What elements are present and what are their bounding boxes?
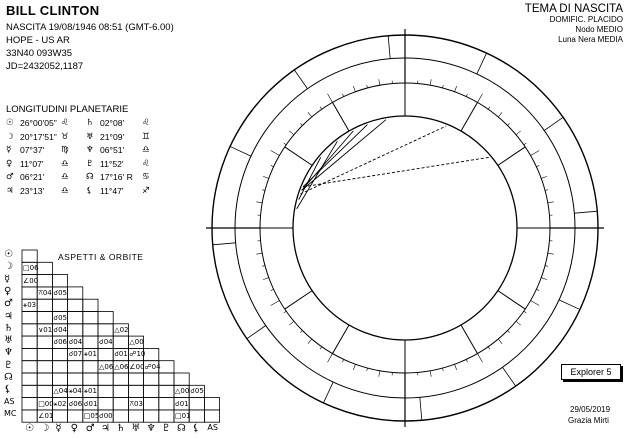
aspect-cell-value: ☌06 — [68, 399, 83, 408]
degree-tick — [353, 86, 355, 92]
degree-tick — [308, 339, 312, 344]
sign-glyph: ♍ — [61, 145, 69, 155]
planet-glyph: ♇ — [86, 158, 94, 169]
sign-divider — [294, 70, 307, 89]
house-cusp — [461, 102, 478, 131]
planet-glyph: ☿ — [6, 145, 12, 155]
aspect-row-label: ♆ — [4, 347, 13, 359]
aspect-cell-value: ⚹01 — [83, 387, 97, 396]
aspect-row-label: ♅ — [4, 335, 13, 347]
degree-tick — [541, 176, 547, 178]
planet-longitude: 06°21' — [20, 172, 45, 182]
degree-tick — [443, 85, 444, 88]
house-system-label: DOMIFIC. PLACIDO — [549, 15, 623, 24]
degree-tick — [289, 321, 294, 325]
degree-tick — [536, 165, 539, 166]
aspect-col-label: ♀ — [70, 423, 78, 435]
aspect-cell-value: □01 — [175, 411, 191, 420]
degree-tick — [541, 278, 547, 280]
aspect-cell-value: ☌05 — [190, 387, 204, 396]
degree-tick — [256, 202, 262, 203]
aspect-cell-value: □05 — [83, 411, 100, 420]
degree-tick — [548, 253, 554, 254]
aspects-heading: ASPETTI & ORBITE — [58, 252, 144, 262]
aspect-col-label: ♄ — [116, 423, 126, 435]
degree-tick — [328, 94, 333, 103]
aspect-cell-value: ⚻04 — [38, 288, 52, 297]
aspect-cell-value: △06 — [114, 362, 129, 371]
degree-tick — [379, 79, 380, 85]
degree-tick — [263, 176, 269, 178]
aspect-col-label: ♃ — [101, 423, 110, 435]
aspect-col-label: ♆ — [146, 423, 156, 435]
planet-longitude: 11°52' — [100, 158, 124, 169]
birth-info-line: NASCITA 19/08/1946 08:51 (GMT-6.00) — [6, 22, 174, 33]
aspect-cell-value: ☍04 — [144, 362, 161, 371]
degree-tick — [300, 123, 302, 125]
house-cusp — [461, 325, 478, 354]
degree-tick — [271, 289, 274, 290]
sign-glyph: ♎ — [61, 185, 69, 196]
degree-tick — [498, 112, 502, 117]
sign-divider — [420, 397, 422, 420]
aspect-col-label: ⚸ — [192, 423, 200, 435]
degree-tick — [308, 112, 312, 117]
degree-tick — [524, 311, 526, 313]
aspect-cell-value: ⚹04 — [68, 387, 82, 396]
sign-divider — [213, 243, 236, 245]
aspect-cell-value: ☌04 — [53, 325, 67, 334]
degree-tick — [531, 151, 540, 156]
sign-divider — [388, 36, 390, 59]
house-cusp — [333, 325, 350, 354]
degree-tick — [478, 94, 483, 103]
planet-glyph: ♀ — [6, 158, 13, 169]
aspect-col-label: ☽ — [40, 423, 50, 435]
aspect-cell-value: ☌01 — [175, 399, 189, 408]
aspect-row-label: MC — [4, 408, 17, 418]
planet-longitude: 26°00'05" — [20, 118, 57, 128]
degree-tick — [430, 371, 431, 377]
degree-tick — [488, 107, 490, 109]
planet-glyph: ☊ — [86, 172, 94, 182]
aspect-row-label: AS — [4, 396, 15, 406]
aspect-row-label: ⚸ — [4, 384, 12, 396]
julian-day-line: JD=2432052,1187 — [6, 61, 84, 72]
aspect-line — [302, 131, 354, 191]
house-ring-inner — [293, 116, 517, 340]
degree-tick — [516, 321, 521, 325]
aspect-col-label: ♇ — [161, 423, 171, 435]
aspect-row-label: ♂ — [4, 298, 13, 310]
sign-divider — [230, 146, 251, 156]
planet-glyph: ♅ — [86, 131, 94, 142]
sign-divider — [559, 300, 580, 310]
aspect-cell-value: ⚹03 — [23, 301, 37, 310]
aspect-cell-value: ☌05 — [53, 288, 67, 297]
house-cusp — [498, 147, 525, 165]
sign-glyph: ♎ — [61, 172, 69, 182]
sign-glyph: ♐ — [142, 185, 150, 196]
aspect-line — [300, 126, 446, 194]
aspect-row-label: ☊ — [4, 372, 13, 383]
planet-glyph: ☽ — [6, 131, 14, 142]
aspect-cell-value: ∠00 — [129, 362, 145, 371]
aspect-cell-value: ☌04 — [99, 338, 113, 347]
sign-divider — [477, 53, 487, 74]
degree-tick — [284, 143, 286, 145]
sign-divider — [544, 117, 563, 130]
house-cusp — [333, 102, 350, 131]
degree-tick — [524, 143, 526, 145]
degree-tick — [508, 331, 510, 333]
degree-tick — [455, 364, 457, 370]
degree-tick — [289, 131, 294, 135]
planet-longitudes-heading: LONGITUDINI PLANETARIE — [6, 104, 129, 115]
degree-tick — [271, 165, 274, 166]
degree-tick — [545, 190, 548, 191]
degree-tick — [320, 347, 322, 349]
planet-longitude: 11°07' — [20, 158, 44, 169]
sign-divider — [247, 326, 266, 339]
planet-longitude: 21°09' — [100, 131, 125, 142]
aspect-cell-value: ☍10 — [129, 350, 146, 359]
planet-glyph: ☉ — [6, 118, 14, 128]
aspect-cell-value: □06 — [23, 264, 39, 273]
aspect-col-label: ♂ — [85, 423, 95, 435]
degree-tick — [488, 347, 490, 349]
planet-glyph: ♄ — [86, 118, 94, 128]
aspect-cell-value: △00 — [175, 387, 190, 396]
planet-longitude: 20°17'51" — [20, 131, 57, 142]
house-cusp — [285, 147, 312, 165]
aspect-col-label: ♅ — [131, 423, 141, 435]
planet-glyph: ♃ — [6, 185, 14, 196]
degree-tick — [271, 151, 280, 156]
aspect-cell-value: ∠01 — [38, 411, 54, 420]
planet-longitude: 07°37' — [20, 145, 45, 155]
aspect-row-label: ☽ — [4, 261, 13, 273]
planet-longitude: 23°13' — [20, 185, 45, 196]
degree-tick — [548, 202, 554, 203]
aspect-cell-value: ☌04 — [68, 338, 83, 347]
coordinates-line: 33N40 093W35 — [6, 48, 73, 59]
degree-tick — [367, 85, 368, 88]
print-date: 29/05/2019 — [570, 405, 611, 414]
aspect-cell-value: ☌07 — [68, 350, 83, 359]
degree-tick — [284, 311, 286, 313]
sign-divider — [503, 367, 516, 386]
aspect-cell-value: ☌05 — [53, 313, 67, 322]
aspect-line — [303, 157, 489, 186]
planet-glyph: ⚸ — [86, 185, 93, 196]
house-cusp — [285, 291, 312, 309]
aspect-cell-value: ☌06 — [53, 338, 67, 347]
aspect-col-label: ☿ — [55, 423, 62, 435]
aspect-row-label: ♃ — [4, 310, 13, 322]
aspect-cell-value: ⚻03 — [129, 399, 143, 408]
place-line: HOPE - US AR — [6, 35, 70, 46]
aspect-cell-value: □00 — [38, 399, 54, 408]
degree-tick — [478, 354, 483, 363]
aspect-row-label: ☿ — [4, 273, 11, 285]
sign-glyph: ♌ — [142, 158, 150, 169]
sign-glyph: ♉ — [61, 131, 69, 142]
planet-glyph: ♆ — [86, 145, 94, 155]
aspect-cell-value: △04 — [53, 387, 68, 396]
aspect-col-label: ☊ — [177, 423, 186, 435]
node-label: Nodo MEDIO — [575, 25, 623, 34]
aspect-cell-value: ∨01 — [38, 325, 53, 334]
degree-tick — [271, 301, 280, 306]
degree-tick — [536, 289, 539, 290]
house-cusp — [498, 291, 525, 309]
degree-tick — [342, 94, 343, 97]
planet-longitude: 06°51' — [100, 145, 125, 155]
degree-tick — [531, 301, 540, 306]
aspect-col-label: ☉ — [25, 423, 34, 435]
degree-tick — [443, 368, 444, 371]
degree-tick — [328, 354, 333, 363]
sign-glyph: ♌ — [61, 118, 69, 128]
degree-tick — [466, 359, 467, 362]
degree-tick — [498, 339, 502, 344]
degree-tick — [262, 266, 265, 267]
sign-divider — [574, 211, 597, 213]
aspect-cell-value: △02 — [114, 325, 129, 334]
degree-tick — [508, 123, 510, 125]
degree-tick — [430, 79, 431, 85]
degree-tick — [263, 278, 269, 280]
aspect-row-label: ♀ — [4, 285, 12, 297]
degree-tick — [466, 94, 467, 97]
degree-ring — [260, 83, 550, 373]
aspect-cell-value: △06 — [99, 362, 114, 371]
author-name: Grazia Mirti — [568, 416, 609, 425]
aspect-cell-value: △00 — [129, 338, 144, 347]
aspect-cell-value: ⚹02 — [53, 399, 67, 408]
aspect-line — [297, 141, 338, 209]
degree-tick — [262, 190, 265, 191]
degree-tick — [367, 368, 368, 371]
degree-tick — [256, 253, 262, 254]
sign-glyph: ♎ — [61, 158, 69, 169]
aspect-cell-value: ∠00 — [23, 276, 39, 285]
aspect-cell-value: ⚹01 — [83, 350, 97, 359]
planet-longitude: 17°16' R — [100, 172, 133, 182]
degree-tick — [516, 131, 521, 135]
degree-tick — [300, 331, 302, 333]
sign-divider — [323, 382, 333, 403]
degree-tick — [545, 266, 548, 267]
sign-glyph: ♌ — [142, 118, 150, 128]
aspect-col-label: AS — [207, 423, 218, 433]
aspect-cell-value: ☌01 — [83, 399, 98, 408]
degree-tick — [320, 107, 322, 109]
planet-longitude: 02°08' — [100, 118, 125, 128]
aspect-cell-value: ☌01 — [114, 350, 128, 359]
degree-tick — [455, 86, 457, 92]
degree-tick — [342, 359, 343, 362]
aspect-row-label: ☉ — [4, 249, 13, 260]
chart-title-name: BILL CLINTON — [6, 3, 100, 18]
aspect-cell-value: ☌00 — [99, 411, 113, 420]
degree-tick — [353, 364, 355, 370]
planet-longitude: 11°47' — [100, 185, 124, 196]
sign-glyph: ♊ — [142, 131, 150, 142]
sign-glyph: ♋ — [142, 172, 150, 182]
degree-tick — [379, 371, 380, 377]
black-moon-label: Luna Nera MEDIA — [558, 35, 623, 44]
explorer-badge: Explorer 5 — [561, 364, 621, 380]
aspect-row-label: ♄ — [4, 322, 13, 334]
chart-type-title: TEMA DI NASCITA — [524, 3, 623, 15]
sign-glyph: ♎ — [142, 145, 150, 155]
planet-glyph: ♂ — [6, 172, 14, 182]
aspect-row-label: ♇ — [4, 359, 13, 371]
